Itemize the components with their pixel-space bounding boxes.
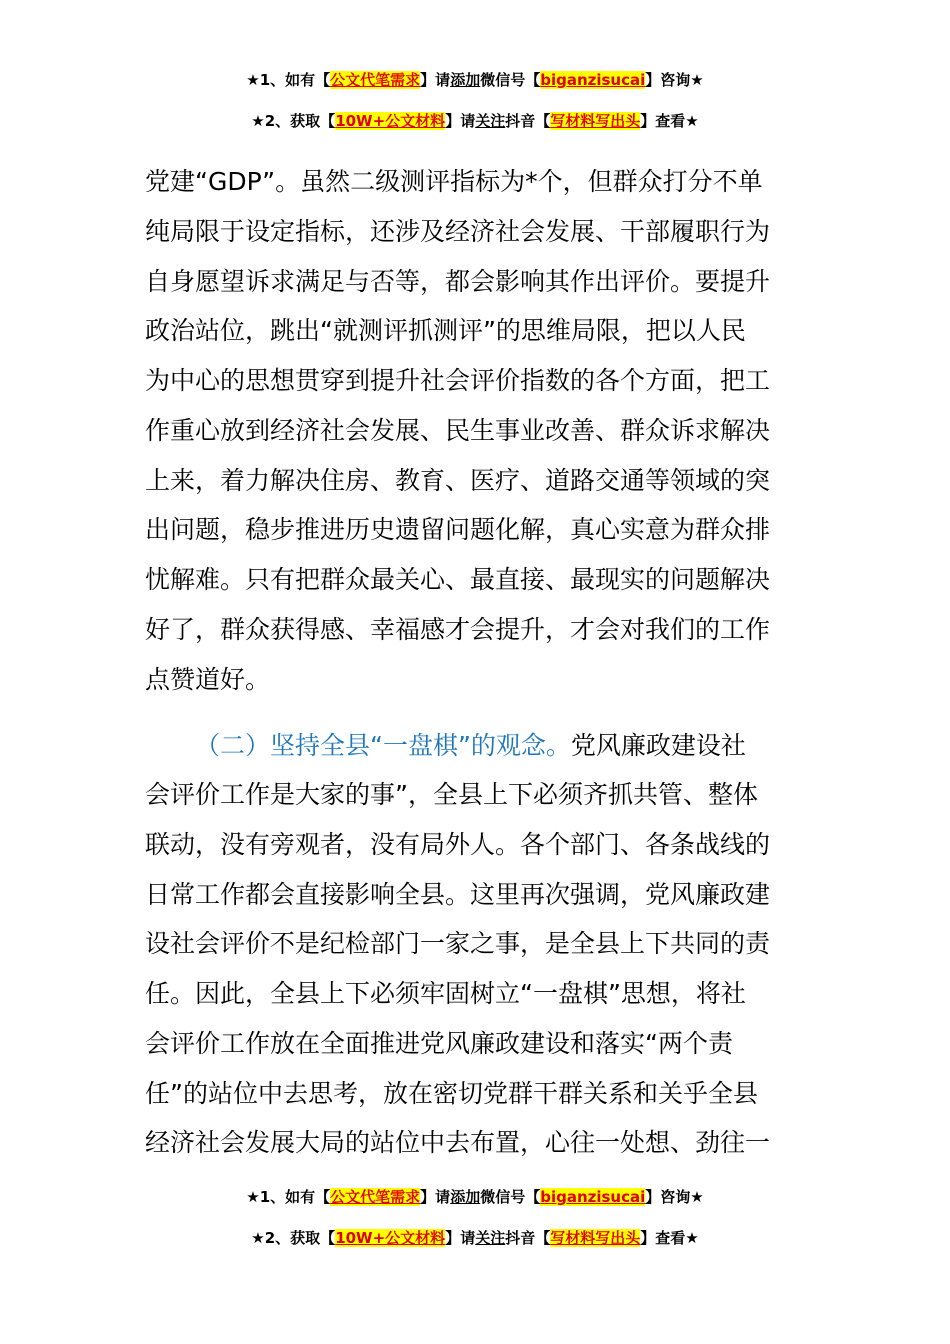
star-icon: ★ <box>251 112 265 130</box>
text-line: 任”的站位中去思考，放在密切党群干群关系和关乎全县 <box>145 1079 758 1108</box>
add-link[interactable]: 添加 <box>450 1188 481 1206</box>
highlight-douyin-account[interactable]: 写材料写出头 <box>550 112 641 130</box>
banner-text: 微信号【 <box>480 1188 541 1206</box>
header-banner-line-2 <box>0 110 950 132</box>
banner-text: 2、获取【 <box>264 1229 336 1247</box>
text-line: 党建“GDP”。虽然二级测评指标为*个，但群众打分不单 <box>145 167 763 196</box>
banner-text: 】请 <box>420 1188 451 1206</box>
banner-text: 】查看★ <box>640 1229 699 1247</box>
header-banner-line-1 <box>0 69 950 91</box>
banner-text: 抖音【 <box>505 112 551 130</box>
banner-text: 抖音【 <box>505 1229 551 1247</box>
banner-text: 微信号【 <box>480 71 541 89</box>
star-icon: ★ <box>246 71 260 89</box>
text-line: 出问题，稳步推进历史遗留问题化解，真心实意为群众排 <box>145 515 771 544</box>
text-line: 忧解难。只有把群众最关心、最直接、最现实的问题解决 <box>145 565 771 594</box>
text-line: 会评价工作放在全面推进党风廉政建设和落实“两个责 <box>145 1029 733 1058</box>
text-line: 纯局限于设定指标，还涉及经济社会发展、干部履职行为 <box>145 217 771 246</box>
banner-text: 】请 <box>420 71 451 89</box>
text-run: 党风廉政建设社 <box>570 731 746 760</box>
follow-link[interactable]: 关注 <box>475 1229 506 1247</box>
star-icon: ★ <box>251 1229 265 1247</box>
banner-text: 】查看★ <box>640 112 699 130</box>
footer-banner-line-1 <box>0 1186 950 1208</box>
banner-text: 1、如有【 <box>259 71 331 89</box>
text-line: 经济社会发展大局的站位中去布置，心往一处想、劲往一 <box>145 1128 771 1157</box>
text-line: 作重心放到经济社会发展、民生事业改善、群众诉求解决 <box>145 416 771 445</box>
add-link[interactable]: 添加 <box>450 71 481 89</box>
banner-text: 2、获取【 <box>264 112 336 130</box>
highlight-materials[interactable]: 10W+公文材料 <box>335 1229 446 1247</box>
highlight-douyin-account[interactable]: 写材料写出头 <box>550 1229 641 1247</box>
text-line: 为中心的思想贯穿到提升社会评价指数的各个方面，把工 <box>145 366 771 395</box>
highlight-service[interactable]: 公文代笔需求 <box>330 1188 421 1206</box>
banner-text: 】咨询★ <box>645 1188 704 1206</box>
text-line: 上来，着力解决住房、教育、医疗、道路交通等领域的突 <box>145 466 771 495</box>
text-line: 点赞道好。 <box>145 665 271 694</box>
text-line: 会评价工作是大家的事”，全县上下必须齐抓共管、整体 <box>145 780 758 809</box>
banner-text: 】咨询★ <box>645 71 704 89</box>
section-heading: （二）坚持全县“一盘棋”的观念。 <box>195 731 571 760</box>
highlight-materials[interactable]: 10W+公文材料 <box>335 112 446 130</box>
highlight-service[interactable]: 公文代笔需求 <box>330 71 421 89</box>
follow-link[interactable]: 关注 <box>475 112 506 130</box>
text-line <box>195 729 815 763</box>
banner-text: 】请 <box>445 1229 476 1247</box>
text-line: 联动，没有旁观者，没有局外人。各个部门、各条战线的 <box>145 830 771 859</box>
text-line: 日常工作都会直接影响全县。这里再次强调，党风廉政建 <box>145 880 771 909</box>
text-line: 好了，群众获得感、幸福感才会提升，才会对我们的工作 <box>145 615 771 644</box>
text-line: 政治站位，跳出“就测评抓测评”的思维局限，把以人民 <box>145 316 746 345</box>
text-line: 自身愿望诉求满足与否等，都会影响其作出评价。要提升 <box>145 267 771 296</box>
text-line: 设社会评价不是纪检部门一家之事，是全县上下共同的责 <box>145 929 771 958</box>
footer-banner-line-2 <box>0 1227 950 1249</box>
star-icon: ★ <box>246 1188 260 1206</box>
text-line: 任。因此，全县上下必须牢固树立“一盘棋”思想，将社 <box>145 979 746 1008</box>
highlight-wechat-id[interactable]: biganzisucai <box>540 1188 646 1206</box>
banner-text: 1、如有【 <box>259 1188 331 1206</box>
highlight-wechat-id[interactable]: biganzisucai <box>540 71 646 89</box>
banner-text: 】请 <box>445 112 476 130</box>
